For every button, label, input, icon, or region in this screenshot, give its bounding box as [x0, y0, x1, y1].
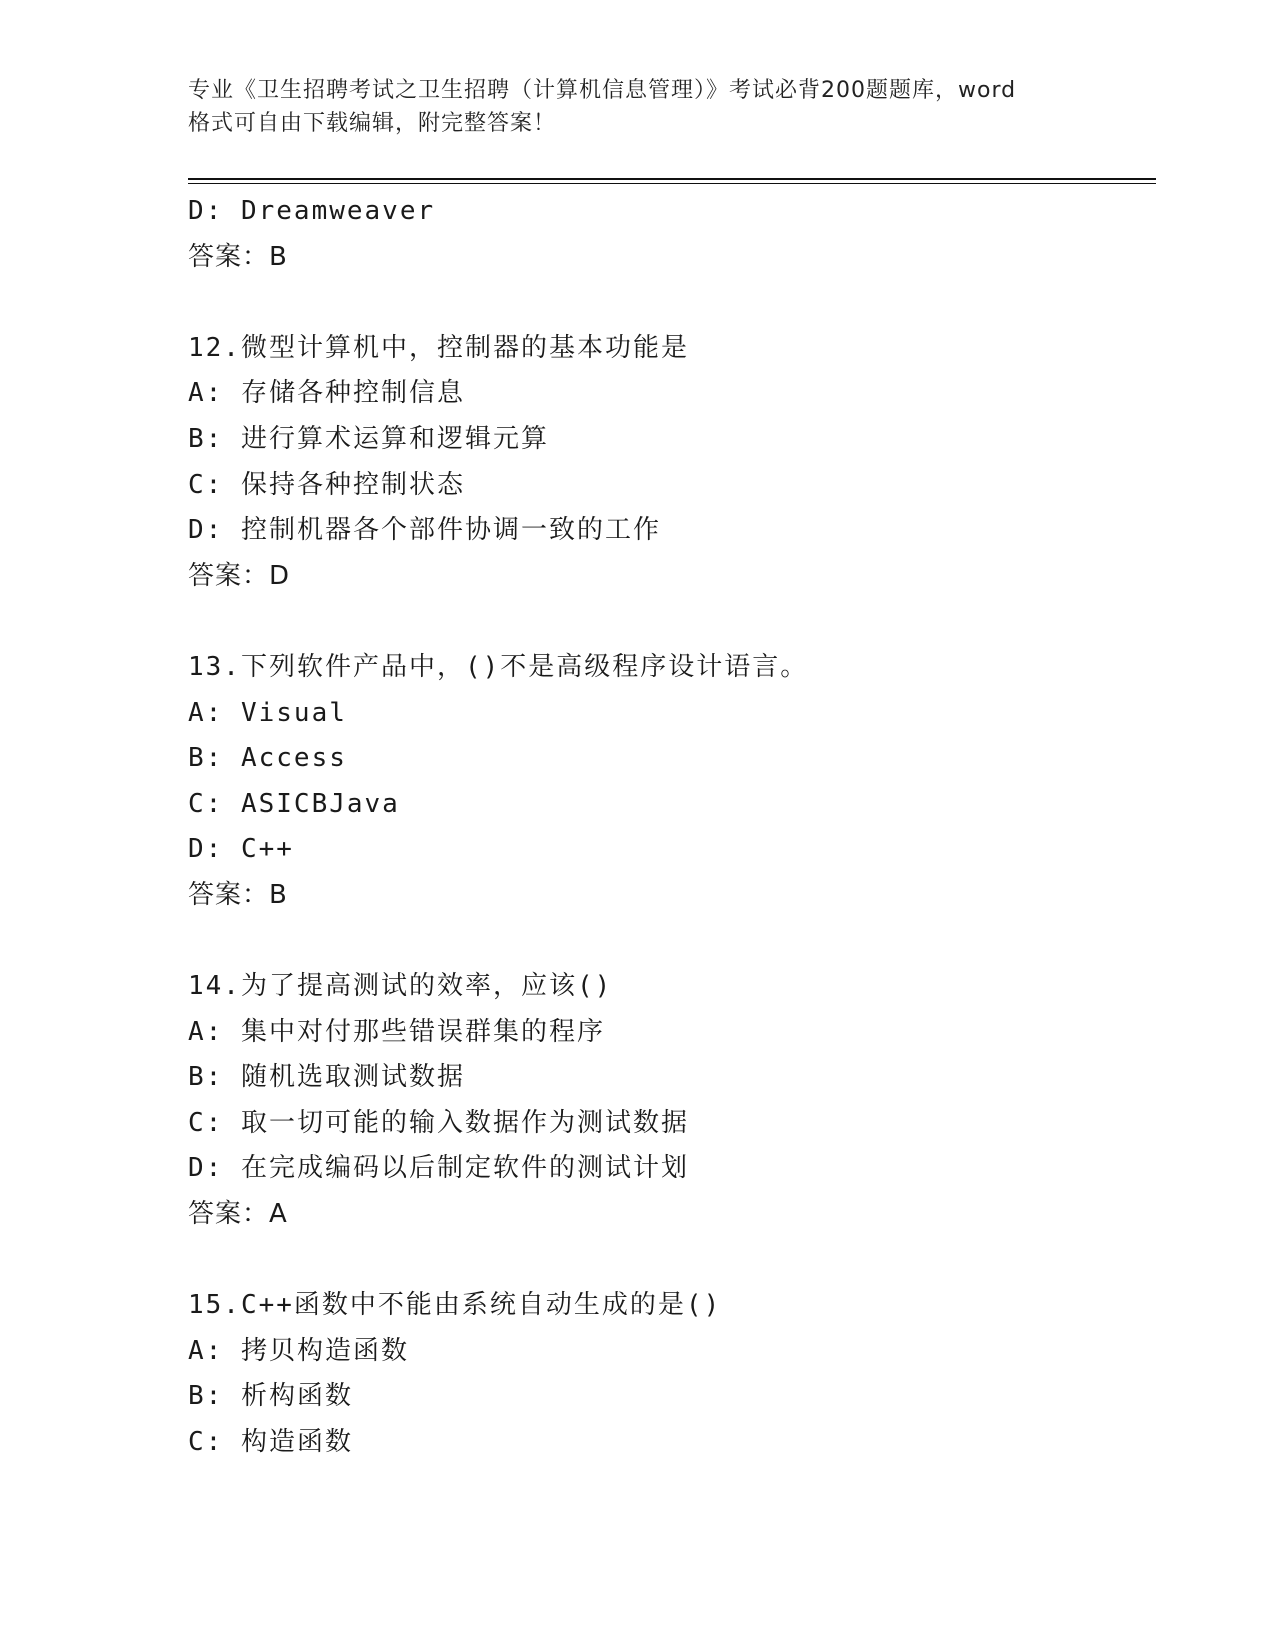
option-d: D: Dreamweaver — [188, 196, 436, 226]
question-text: 13.下列软件产品中，()不是高级程序设计语言。 — [188, 651, 809, 682]
question-12 — [188, 326, 1156, 600]
spacer — [188, 919, 1156, 965]
option-d: D: C++ — [188, 834, 294, 865]
option-d: D: 控制机器各个部件协调一致的工作 — [188, 515, 661, 546]
answer: 答案：B — [188, 241, 288, 272]
question-11-continuation — [188, 189, 1156, 280]
header-divider-thick — [188, 178, 1156, 180]
answer: 答案：D — [188, 560, 291, 591]
option-a: A: 集中对付那些错误群集的程序 — [188, 1016, 605, 1047]
header-divider-thin — [188, 183, 1156, 184]
header-line-1: 专业《卫生招聘考试之卫生招聘（计算机信息管理）》考试必背200题题库，word — [188, 78, 1017, 103]
option-c: C: 保持各种控制状态 — [188, 469, 465, 500]
question-text: 14.为了提高测试的效率，应该() — [188, 971, 613, 1002]
question-list — [188, 189, 1156, 1466]
header-line-2: 格式可自由下载编辑，附完整答案！ — [188, 111, 557, 136]
option-b: B: 进行算术运算和逻辑元算 — [188, 423, 549, 454]
spacer — [188, 280, 1156, 326]
option-b: B: 析构函数 — [188, 1381, 353, 1412]
option-c: C: 构造函数 — [188, 1427, 353, 1458]
option-a: A: 存储各种控制信息 — [188, 378, 465, 409]
option-a: A: Visual — [188, 697, 347, 728]
question-14 — [188, 964, 1156, 1238]
answer: 答案：B — [188, 879, 288, 910]
option-c: C: 取一切可能的输入数据作为测试数据 — [188, 1107, 689, 1138]
option-b: B: Access — [188, 743, 347, 774]
question-15 — [188, 1283, 1156, 1465]
option-c: C: ASICBJava — [188, 788, 400, 819]
option-b: B: 随机选取测试数据 — [188, 1062, 465, 1093]
answer: 答案：A — [188, 1199, 288, 1230]
question-text: 15.C++函数中不能由系统自动生成的是() — [188, 1290, 722, 1321]
document-header — [188, 74, 1118, 140]
question-text: 12.微型计算机中，控制器的基本功能是 — [188, 332, 689, 363]
option-a: A: 拷贝构造函数 — [188, 1335, 409, 1366]
option-d: D: 在完成编码以后制定软件的测试计划 — [188, 1153, 689, 1184]
spacer — [188, 1238, 1156, 1284]
question-13 — [188, 645, 1156, 919]
spacer — [188, 599, 1156, 645]
